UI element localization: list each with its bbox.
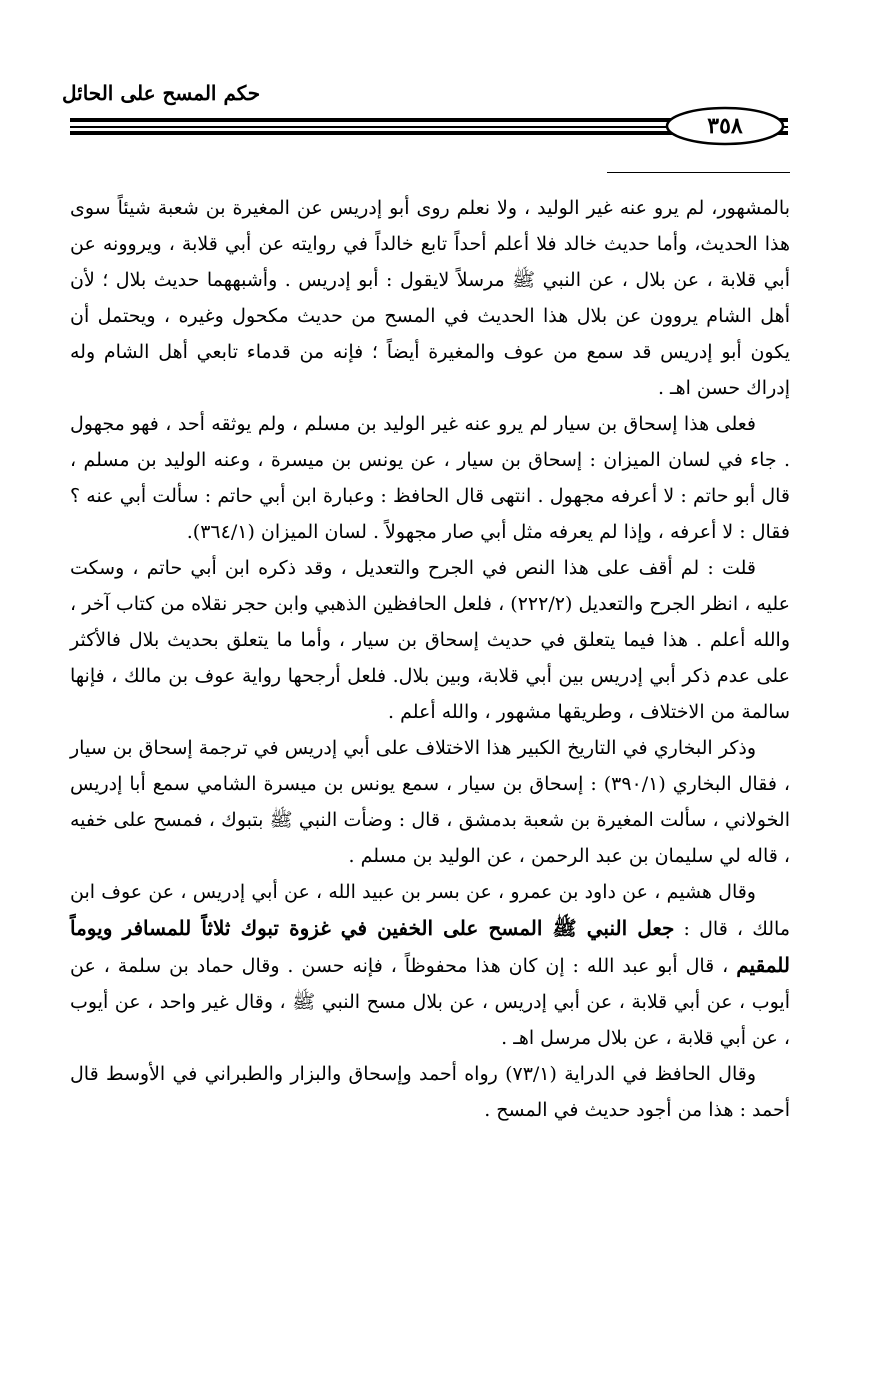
running-title: حكم المسح على الحائل [62, 81, 261, 105]
hadith-quote: جعل النبي ﷺ المسح على الخفين في غزوة تبوك ثلاثاً للمسافر ويوماً للمقيم [70, 916, 790, 977]
paragraph-1: بالمشهور، لم يرو عنه غير الوليد ، ولا نعلم روى أبو إدريس عن المغيرة بن شعبة شيئاً سوى هذا الحديث، وأما حديث خالد فلا أعلم أحداً تابع خالداً في روايته عن أبي قلابة ، ويروونه عن أبي قلابة ، عن بلال ، عن النبي ﷺ مرسلاً لايقول : أبو إدريس . وأشبههما حديث بلال ؛ لأن أهل الشام يروون عن بلال هذا الحديث في المسح من حديث مكحول وغيره ، ويحتمل أن يكون أبو إدريس قد سمع من عوف والمغيرة أيضاً ؛ فإنه من قدماء تابعي أهل الشام وله إدراك حسن اهـ . [70, 197, 790, 399]
page-number: ٣٥٨ [707, 113, 743, 139]
paragraph-2: فعلى هذا إسحاق بن سيار لم يرو عنه غير الوليد بن مسلم ، ولم يوثقه أحد ، فهو مجهول . جاء في لسان الميزان : إسحاق بن سيار ، عن يونس بن ميسرة ، وعنه الوليد بن مسلم ، قال أبو حاتم : لا أعرفه مجهول . انتهى قال الحافظ : وعبارة ابن أبي حاتم : سألت أبي عنه ؟ فقال : لا أعرفه ، وإذا لم يعرفه مثل أبي صار مجهولاً . لسان الميزان (٣٦٤/١). [70, 413, 790, 543]
paragraph-5-rest: ، قال أبو عبد الله : إن كان هذا محفوظاً ، فإنه حسن . وقال حماد بن سلمة ، عن أيوب ، عن أبي قلابة ، عن أبي إدريس ، عن بلال مسح النبي ﷺ ، وقال غير واحد ، عن أيوب ، عن أبي قلابة ، عن بلال مرسل اهـ . [70, 955, 790, 1049]
paragraph-5-intro: وقال هشيم ، عن داود بن عمرو ، عن بسر بن عبيد الله ، عن أبي إدريس ، عن عوف ابن مالك ، قال : [70, 881, 790, 940]
paragraph-3: قلت : لم أقف على هذا النص في الجرح والتعديل ، وقد ذكره ابن أبي حاتم ، وسكت عليه ، انظر الجرح والتعديل (٢٢٢/٢) ، فلعل الحافظين الذهبي وابن حجر نقلاه من كتاب آخر ، والله أعلم . هذا فيما يتعلق في حديث إسحاق بن سيار ، وأما ما يتعلق بحديث بلال فالأكثر على عدم ذكر أبي إدريس بين أبي قلابة، وبين بلال. فلعل أرجحها رواية عوف بن مالك ، فإنها سالمة من الاختلاف ، وطريقها مشهور ، والله أعلم . [70, 557, 790, 723]
paragraph-6: وقال الحافظ في الدراية (٧٣/١) رواه أحمد وإسحاق والبزار والطبراني في الأوسط قال أحمد : هذا من أجود حديث في المسح . [70, 1063, 790, 1121]
body-text [70, 190, 790, 1128]
footnote-separator [607, 172, 790, 173]
paragraph-4: وذكر البخاري في التاريخ الكبير هذا الاختلاف على أبي إدريس في ترجمة إسحاق بن سيار ، فقال البخاري (٣٩٠/١) : إسحاق بن سيار ، سمع يونس بن ميسرة الشامي سمع أبا إدريس الخولاني ، سألت المغيرة بن شعبة بدمشق ، قال : وضأت النبي ﷺ بتبوك ، فمسح على خفيه ، قاله لي سليمان بن عبد الرحمن ، عن الوليد بن مسلم . [70, 737, 790, 867]
paragraph-5 [70, 874, 790, 1056]
